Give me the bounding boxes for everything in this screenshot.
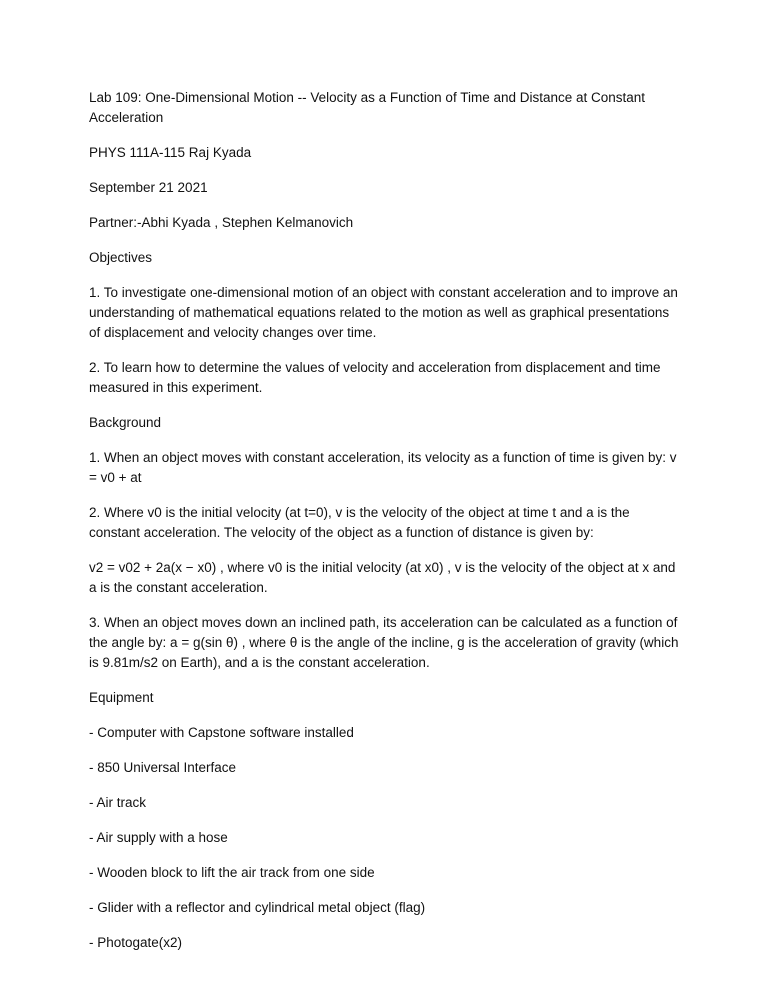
partner-line: Partner:-Abhi Kyada , Stephen Kelmanovich	[89, 215, 354, 230]
background-item: 2. Where v0 is the initial velocity (at t=0), v is the velocity of the object at time t and a is the constant acceleration. The velocity of the object as a function of distance is given by:	[89, 505, 630, 540]
objective-item: 1. To investigate one-dimensional motion of an object with constant acceleration and to improve an understanding of mathematical equations related to the motion as well as graphical presentations of displacement and velocity changes over time.	[89, 285, 678, 340]
background-item: 3. When an object moves down an inclined path, its acceleration can be calculated as a function of the angle by: a = g(sin θ) , where θ is the angle of the incline, g is the acceleration of gravity (which is 9.81m/s2 on Earth), and a is the constant acceleration.	[89, 615, 679, 670]
equipment-item: - 850 Universal Interface	[89, 760, 237, 775]
equipment-item: - Computer with Capstone software installed	[89, 725, 354, 740]
objective-item: 2. To learn how to determine the values of velocity and acceleration from displacement and time measured in this experiment.	[89, 360, 661, 395]
date-line: September 21 2021	[89, 180, 208, 195]
equipment-item: - Glider with a reflector and cylindrical metal object (flag)	[89, 900, 426, 915]
course-line: PHYS 111A-115 Raj Kyada	[89, 145, 252, 160]
background-item: v2 = v02 + 2a(x − x0) , where v0 is the initial velocity (at x0) , v is the velocity of the object at x and a is the constant acceleration.	[89, 560, 676, 595]
background-item: 1. When an object moves with constant acceleration, its velocity as a function of time is given by: v = v0 + at	[89, 450, 677, 485]
equipment-item: - Photogate(x2)	[89, 935, 183, 950]
equipment-item: - Wooden block to lift the air track from one side	[89, 865, 375, 880]
background-heading: Background	[89, 415, 162, 430]
equipment-item: - Air track	[89, 795, 147, 810]
equipment-item: - Air supply with a hose	[89, 830, 228, 845]
document-title: Lab 109: One-Dimensional Motion -- Velocity as a Function of Time and Distance at Constant Acceleration	[89, 90, 646, 125]
equipment-heading: Equipment	[89, 690, 154, 705]
objectives-heading: Objectives	[89, 250, 153, 265]
document-page	[89, 88, 679, 968]
